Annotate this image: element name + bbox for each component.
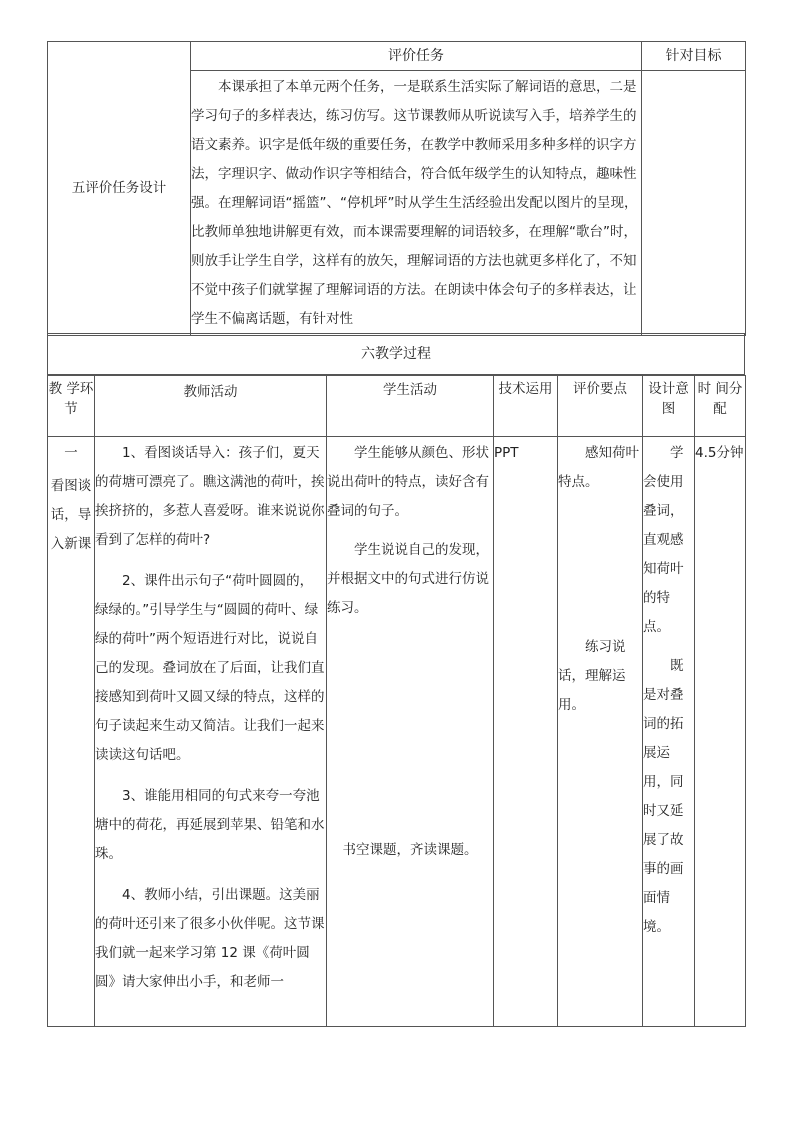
student-activity-3: 书空课题，齐读课题。 (342, 842, 478, 858)
design-intent-2: 既是对叠词的拓展运用，同时又延展了故事的画面情境。 (643, 658, 684, 935)
evaluation-task-table (47, 41, 746, 336)
eval-point-2: 练习说话，理解运用。 (558, 639, 626, 713)
eval-task-body: 本课承担了本单元两个任务，一是联系生活实际了解词语的意思，二是学习句子的多样表达，练习仿写。这节课教师从听说读写入手，培养学生的语文素养。识字是低年级的重要任务，在教学中教师采用多种多样的识字方法，字理识字、做动作识字等相结合，符合低年级学生的认知特点，趣味性强。在理解词语“摇篮”、“停机坪”时从学生生活经验出发配以图片的呈现，比教师单独地讲解更有效，而本课需要理解的词语较多，在理解“歌台”时，则放手让学生自学，这样有的放矢，理解词语的方法也就更多样化了，不知不觉中孩子们就掌握了理解词语的方法。在朗读中体会句子的多样表达，让学生不偏离话题，有针对性 (191, 79, 638, 327)
design-intent-1: 学会使用叠词，直观感知荷叶的特点。 (643, 445, 684, 635)
target-goal-header: 针对目标 (642, 42, 746, 71)
process-title-table (47, 333, 745, 375)
eval-points-cell (558, 437, 643, 1027)
teacher-step-3: 3、谁能用相同的句式来夸一夸池塘中的荷花，再延展到苹果、铅笔和水珠。 (95, 788, 325, 862)
stage-cell (48, 437, 95, 1027)
student-activity-1: 学生能够从颜色、形状说出荷叶的特点，读好含有叠词的句子。 (327, 445, 489, 519)
student-activity-2: 学生说说自己的发现，并根据文中的句式进行仿说练习。 (327, 542, 489, 616)
student-activity-cell (327, 437, 494, 1027)
header-teacher: 教师活动 (95, 376, 327, 437)
header-eval: 评价要点 (558, 376, 643, 437)
time-allocation-cell: 4.5分钟 (695, 437, 746, 1027)
header-tech: 技术运用 (494, 376, 558, 437)
eval-point-1: 感知荷叶特点。 (558, 445, 639, 490)
stage-number: 一 (64, 445, 78, 461)
header-time: 时 间分配 (695, 376, 746, 437)
design-intent-cell (643, 437, 695, 1027)
header-design: 设计意图 (643, 376, 695, 437)
target-goal-cell (642, 71, 746, 336)
section6-title: 六教学过程 (48, 334, 745, 375)
teacher-step-2: 2、课件出示句子“荷叶圆圆的，绿绿的。”引导学生与“圆圆的荷叶、绿绿的荷叶”两个短语进行对比，说说自己的发现。叠词放在了后面，让我们直接感知到荷叶又圆又绿的特点，这样的句子读起来生动又简洁。让我们一起来读读这句话吧。 (95, 573, 325, 763)
section5-label: 五评价任务设计 (48, 42, 191, 336)
tech-cell: PPT (494, 437, 558, 1027)
header-stage: 教 学环节 (48, 376, 95, 437)
eval-task-header: 评价任务 (191, 42, 642, 71)
teacher-activity-cell (95, 437, 327, 1027)
teacher-step-1: 1、看图谈话导入：孩子们，夏天的荷塘可漂亮了。瞧这满池的荷叶，挨挨挤挤的，多惹人喜爱呀。谁来说说你看到了怎样的荷叶? (95, 445, 325, 548)
header-student: 学生活动 (327, 376, 494, 437)
teacher-step-4: 4、教师小结，引出课题。这美丽的荷叶还引来了很多小伙伴呢。这节课我们就一起来学习第 12 课《荷叶圆圆》请大家伸出小手，和老师一 (95, 887, 325, 990)
teaching-process-table (47, 375, 746, 1027)
stage-name: 看图谈话，导入新课 (50, 478, 92, 552)
